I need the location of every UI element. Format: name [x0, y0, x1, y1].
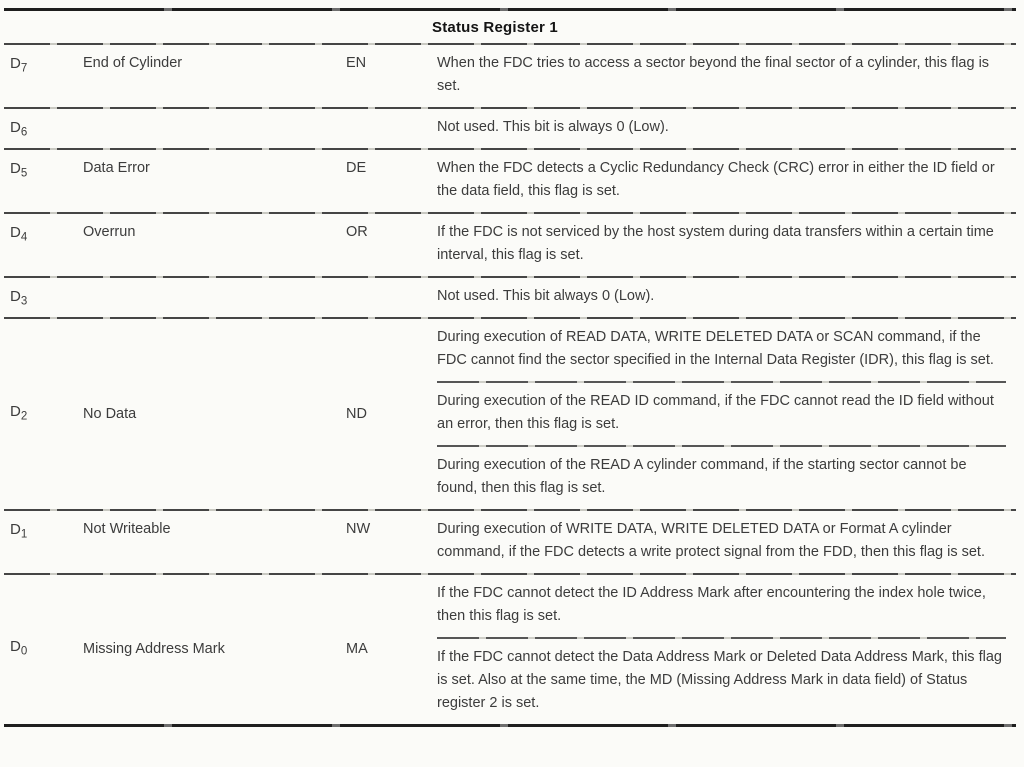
- bit-abbreviation: EN: [346, 55, 367, 71]
- bit-letter: D: [10, 402, 21, 420]
- bit-abbreviation: DE: [346, 160, 367, 176]
- bit-abbreviation: ND: [346, 405, 367, 422]
- bit-cell: [0, 635, 83, 664]
- table-bottom-border: [4, 724, 1016, 727]
- description-paragraph: If the FDC cannot detect the Data Address Mark or Deleted Data Address Mark, this flag is set. Also at the same time, the MD (Missing Address Mark in data field) of Status register 2 is set.: [437, 649, 1002, 711]
- bit-letter: D: [10, 224, 21, 241]
- table-row-d3: [0, 278, 1024, 317]
- table-title: Status Register 1: [432, 19, 558, 36]
- table-row-d5: [0, 150, 1024, 212]
- bit-cell: [0, 150, 83, 212]
- bit-description-cell: [437, 214, 1024, 276]
- table-row-d2: [0, 319, 1024, 509]
- bit-subscript: 2: [20, 410, 28, 423]
- description-paragraph: Not used. This bit is always 0 (Low).: [437, 119, 669, 135]
- description-paragraph: During execution of the READ ID command, if the FDC cannot read the ID field without an error, then this flag is set.: [437, 393, 994, 432]
- bit-abbreviation: OR: [346, 224, 368, 240]
- description-paragraph: During execution of the READ A cylinder command, if the starting sector cannot be found, then this flag is set.: [437, 457, 967, 496]
- description-paragraph: During execution of READ DATA, WRITE DELETED DATA or SCAN command, if the FDC cannot find the sector specified in the Internal Data Register (IDR), this flag is set.: [437, 329, 994, 368]
- bit-subscript: 1: [20, 528, 28, 541]
- table-row-d7: [0, 45, 1024, 107]
- bit-letter: D: [10, 521, 21, 538]
- description-paragraph: When the FDC tries to access a sector beyond the final sector of a cylinder, this flag is set.: [437, 55, 990, 94]
- bit-abbreviation: [346, 278, 437, 317]
- bit-letter: D: [10, 288, 21, 305]
- bit-description-cell: [437, 511, 1024, 573]
- bit-cell: [0, 214, 83, 276]
- bit-abbreviation: NW: [346, 521, 371, 537]
- bit-description-cell: [437, 278, 1024, 317]
- description-paragraph: During execution of WRITE DATA, WRITE DELETED DATA or Format A cylinder command, if the FDC detects a write protect signal from the FDD, then this flag is set.: [437, 521, 985, 560]
- bit-name: Data Error: [83, 160, 150, 176]
- bit-abbreviation: [346, 109, 437, 148]
- table-row-d0: [0, 575, 1024, 724]
- bit-cell: [0, 278, 83, 317]
- bit-cell: [0, 109, 83, 148]
- bit-subscript: 4: [20, 231, 28, 244]
- bit-subscript: 0: [20, 645, 28, 658]
- bit-description-cell: [437, 45, 1024, 107]
- bit-subscript: 5: [20, 167, 28, 180]
- bit-name: [83, 278, 346, 317]
- bit-cell: [0, 511, 83, 573]
- description-paragraph: Not used. This bit always 0 (Low).: [437, 288, 655, 304]
- bit-abbreviation: MA: [346, 641, 368, 657]
- bit-description-cell: [437, 575, 1024, 724]
- table-row-d1: [0, 511, 1024, 573]
- description-paragraph: When the FDC detects a Cyclic Redundancy Check (CRC) error in either the ID field or the data field, this flag is set.: [437, 160, 995, 199]
- bit-subscript: 7: [20, 62, 28, 75]
- table-row-d6: [0, 109, 1024, 148]
- table-row-d4: [0, 214, 1024, 276]
- bit-description-cell: [437, 319, 1024, 509]
- bit-name: No Data: [83, 405, 137, 422]
- bit-letter: D: [10, 55, 21, 72]
- bit-subscript: 3: [20, 295, 28, 308]
- bit-name: [83, 109, 346, 148]
- description-paragraph: If the FDC is not serviced by the host system during data transfers within a certain time interval, this flag is set.: [437, 224, 994, 263]
- bit-subscript: 6: [20, 126, 28, 139]
- bit-letter: D: [10, 160, 21, 177]
- bit-cell: [0, 400, 83, 429]
- bit-name: End of Cylinder: [83, 55, 183, 71]
- bit-name: Not Writeable: [83, 521, 171, 537]
- description-paragraph: If the FDC cannot detect the ID Address Mark after encountering the index hole twice, then this flag is set.: [437, 585, 986, 624]
- bit-letter: D: [10, 119, 21, 136]
- bit-letter: D: [10, 638, 21, 656]
- bit-description-cell: [437, 109, 1024, 148]
- bit-description-cell: [437, 150, 1024, 212]
- bit-name: Missing Address Mark: [83, 641, 225, 657]
- bit-cell: [0, 45, 83, 107]
- bit-name: Overrun: [83, 224, 136, 240]
